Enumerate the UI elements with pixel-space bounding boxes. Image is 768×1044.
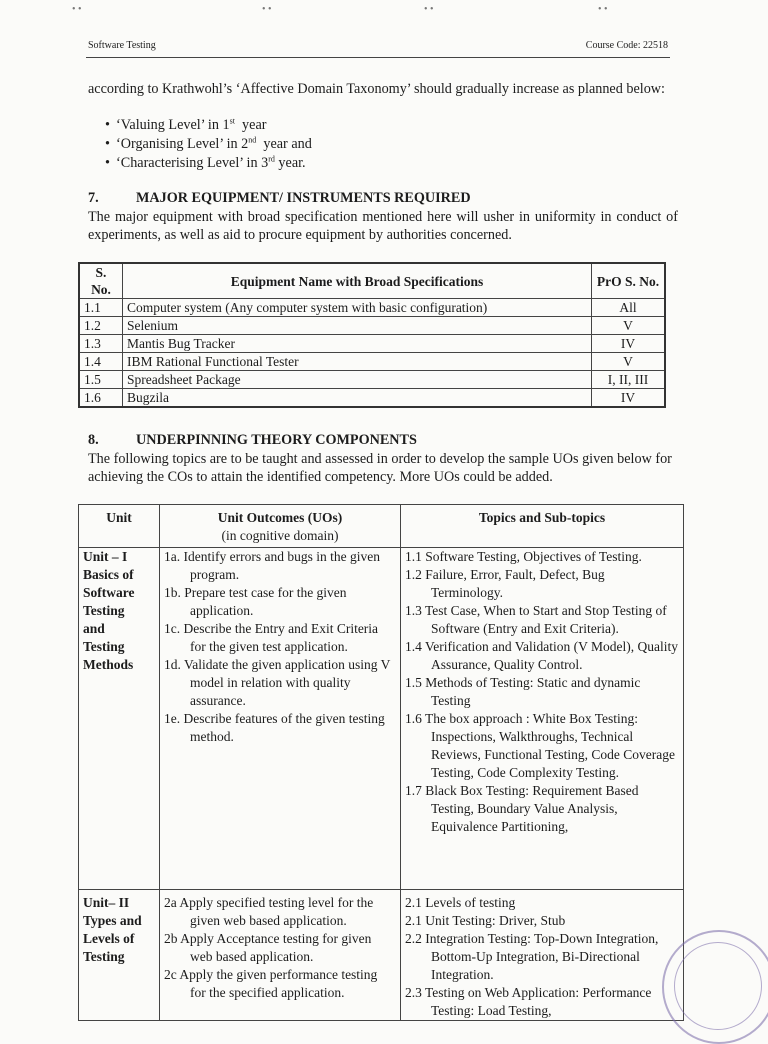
unit-outcome-item: 1b. Prepare test case for the given application. <box>164 585 347 618</box>
cell-sno: 1.4 <box>79 353 123 371</box>
table-row <box>79 389 665 408</box>
unit-name-line: Methods <box>83 657 134 672</box>
institution-seal <box>662 930 768 1044</box>
section-8-paragraph: The following topics are to be taught and assessed in order to develop the sample UOs given below for achieving the COs to attain the identified competency. More UOs could be added. <box>88 451 672 485</box>
unit-outcome-item: 1a. Identify errors and bugs in the given program. <box>164 549 380 582</box>
table-row <box>79 299 665 317</box>
unit-name-cell <box>79 548 160 890</box>
topic-item: 2.2 Integration Testing: Top-Down Integration, Bottom-Up Integration, Bi-Directional Integration. <box>405 931 659 982</box>
cell-equipment-name: Bugzila <box>123 389 592 408</box>
section-7-heading: 7. MAJOR EQUIPMENT/ INSTRUMENTS REQUIRED <box>88 190 471 206</box>
cell-equipment-name: Mantis Bug Tracker <box>123 335 592 353</box>
cell-sno: 1.1 <box>79 299 123 317</box>
scan-marks: • • • • • • • • <box>72 4 608 15</box>
unit-name-line: Testing <box>83 639 125 654</box>
table-row <box>79 548 684 890</box>
bullet-item: • ‘Valuing Level’ in 1st year <box>88 116 312 135</box>
cell-pro-no: I, II, III <box>592 371 666 389</box>
header-divider <box>86 57 670 58</box>
unit-name-line: Unit – I <box>83 549 128 564</box>
cell-sno: 1.5 <box>79 371 123 389</box>
topics-cell <box>401 548 684 890</box>
table-header-row <box>79 263 665 299</box>
unit-name-line: Testing <box>83 949 125 964</box>
unit-outcome-item: 2a Apply specified testing level for the given web based application. <box>164 895 374 928</box>
unit-outcome-item: 1d. Validate the given application using V model in relation with quality assurance. <box>164 657 391 708</box>
cell-sno: 1.3 <box>79 335 123 353</box>
col-header-topics: Topics and Sub-topics <box>401 505 684 548</box>
unit-name-line: Unit– II <box>83 895 130 910</box>
section-7-paragraph: The major equipment with broad specification mentioned here will usher in uniformity in conduct of experiments, as well as aid to procure equipment by authorities concerned. <box>88 209 678 243</box>
unit-name-line: Basics of <box>83 567 134 582</box>
bullet-item: • ‘Organising Level’ in 2nd year and <box>88 135 312 154</box>
unit-outcome-item: 1e. Describe features of the given testing method. <box>164 711 385 744</box>
unit-name-cell <box>79 890 160 1021</box>
unit-name-line: Types and <box>83 913 142 928</box>
unit-outcomes-cell <box>160 548 401 890</box>
cell-pro-no: IV <box>592 389 666 408</box>
table-row <box>79 335 665 353</box>
col-header-equipment: Equipment Name with Broad Specifications <box>123 263 592 299</box>
unit-name-line: and <box>83 621 105 636</box>
table-row <box>79 317 665 335</box>
unit-outcome-item: 1c. Describe the Entry and Exit Criteria for the given test application. <box>164 621 379 654</box>
unit-name-line: Testing <box>83 603 125 618</box>
table-row <box>79 353 665 371</box>
cell-sno: 1.6 <box>79 389 123 408</box>
cell-pro-no: All <box>592 299 666 317</box>
cell-pro-no: V <box>592 317 666 335</box>
col-header-sno: S. No. <box>79 263 123 299</box>
topics-cell <box>401 890 684 1021</box>
topic-item: 2.3 Testing on Web Application: Performance Testing: Load Testing, <box>405 985 652 1018</box>
page-header <box>88 40 668 56</box>
cell-pro-no: V <box>592 353 666 371</box>
intro-paragraph: according to Krathwohl’s ‘Affective Domain Taxonomy’ should gradually increase as planned below: <box>88 81 665 97</box>
unit-name-line: Software <box>83 585 135 600</box>
topic-item: 1.6 The box approach : White Box Testing: Inspections, Walkthroughs, Technical Reviews, Functional Testing, Code Coverage Testing, Code Complexity Testing. <box>405 711 676 780</box>
col-header-uo: Unit Outcomes (UOs) (in cognitive domain) <box>160 505 401 548</box>
header-course-name: Software Testing <box>88 40 156 51</box>
topic-item: 2.1 Levels of testing <box>405 895 516 910</box>
topic-item: 1.7 Black Box Testing: Requirement Based Testing, Boundary Value Analysis, Equivalence Partitioning, <box>405 783 639 834</box>
unit-outcome-item: 2c Apply the given performance testing for the specified application. <box>164 967 378 1000</box>
table-row <box>79 890 684 1021</box>
cell-equipment-name: Spreadsheet Package <box>123 371 592 389</box>
cell-pro-no: IV <box>592 335 666 353</box>
topic-item: 1.4 Verification and Validation (V Model), Quality Assurance, Quality Control. <box>405 639 678 672</box>
cell-sno: 1.2 <box>79 317 123 335</box>
taxonomy-bullet-list <box>88 116 312 173</box>
topic-item: 2.1 Unit Testing: Driver, Stub <box>405 913 566 928</box>
cell-equipment-name: Selenium <box>123 317 592 335</box>
unit-outcomes-cell <box>160 890 401 1021</box>
table-header-row <box>79 505 684 548</box>
table-row <box>79 371 665 389</box>
equipment-table <box>78 262 666 408</box>
units-table <box>78 504 684 1021</box>
bullet-item: • ‘Characterising Level’ in 3rd year. <box>88 154 312 173</box>
unit-name-line: Levels of <box>83 931 135 946</box>
col-header-pro: PrO S. No. <box>592 263 666 299</box>
section-8-heading: 8. UNDERPINNING THEORY COMPONENTS <box>88 432 417 448</box>
unit-outcome-item: 2b Apply Acceptance testing for given web based application. <box>164 931 372 964</box>
cell-equipment-name: Computer system (Any computer system with basic configuration) <box>123 299 592 317</box>
topic-item: 1.1 Software Testing, Objectives of Testing. <box>405 549 642 564</box>
topic-item: 1.2 Failure, Error, Fault, Defect, Bug Terminology. <box>405 567 605 600</box>
topic-item: 1.3 Test Case, When to Start and Stop Testing of Software (Entry and Exit Criteria). <box>405 603 667 636</box>
header-course-code: Course Code: 22518 <box>585 40 668 51</box>
topic-item: 1.5 Methods of Testing: Static and dynamic Testing <box>405 675 641 708</box>
cell-equipment-name: IBM Rational Functional Tester <box>123 353 592 371</box>
col-header-unit: Unit <box>79 505 160 548</box>
